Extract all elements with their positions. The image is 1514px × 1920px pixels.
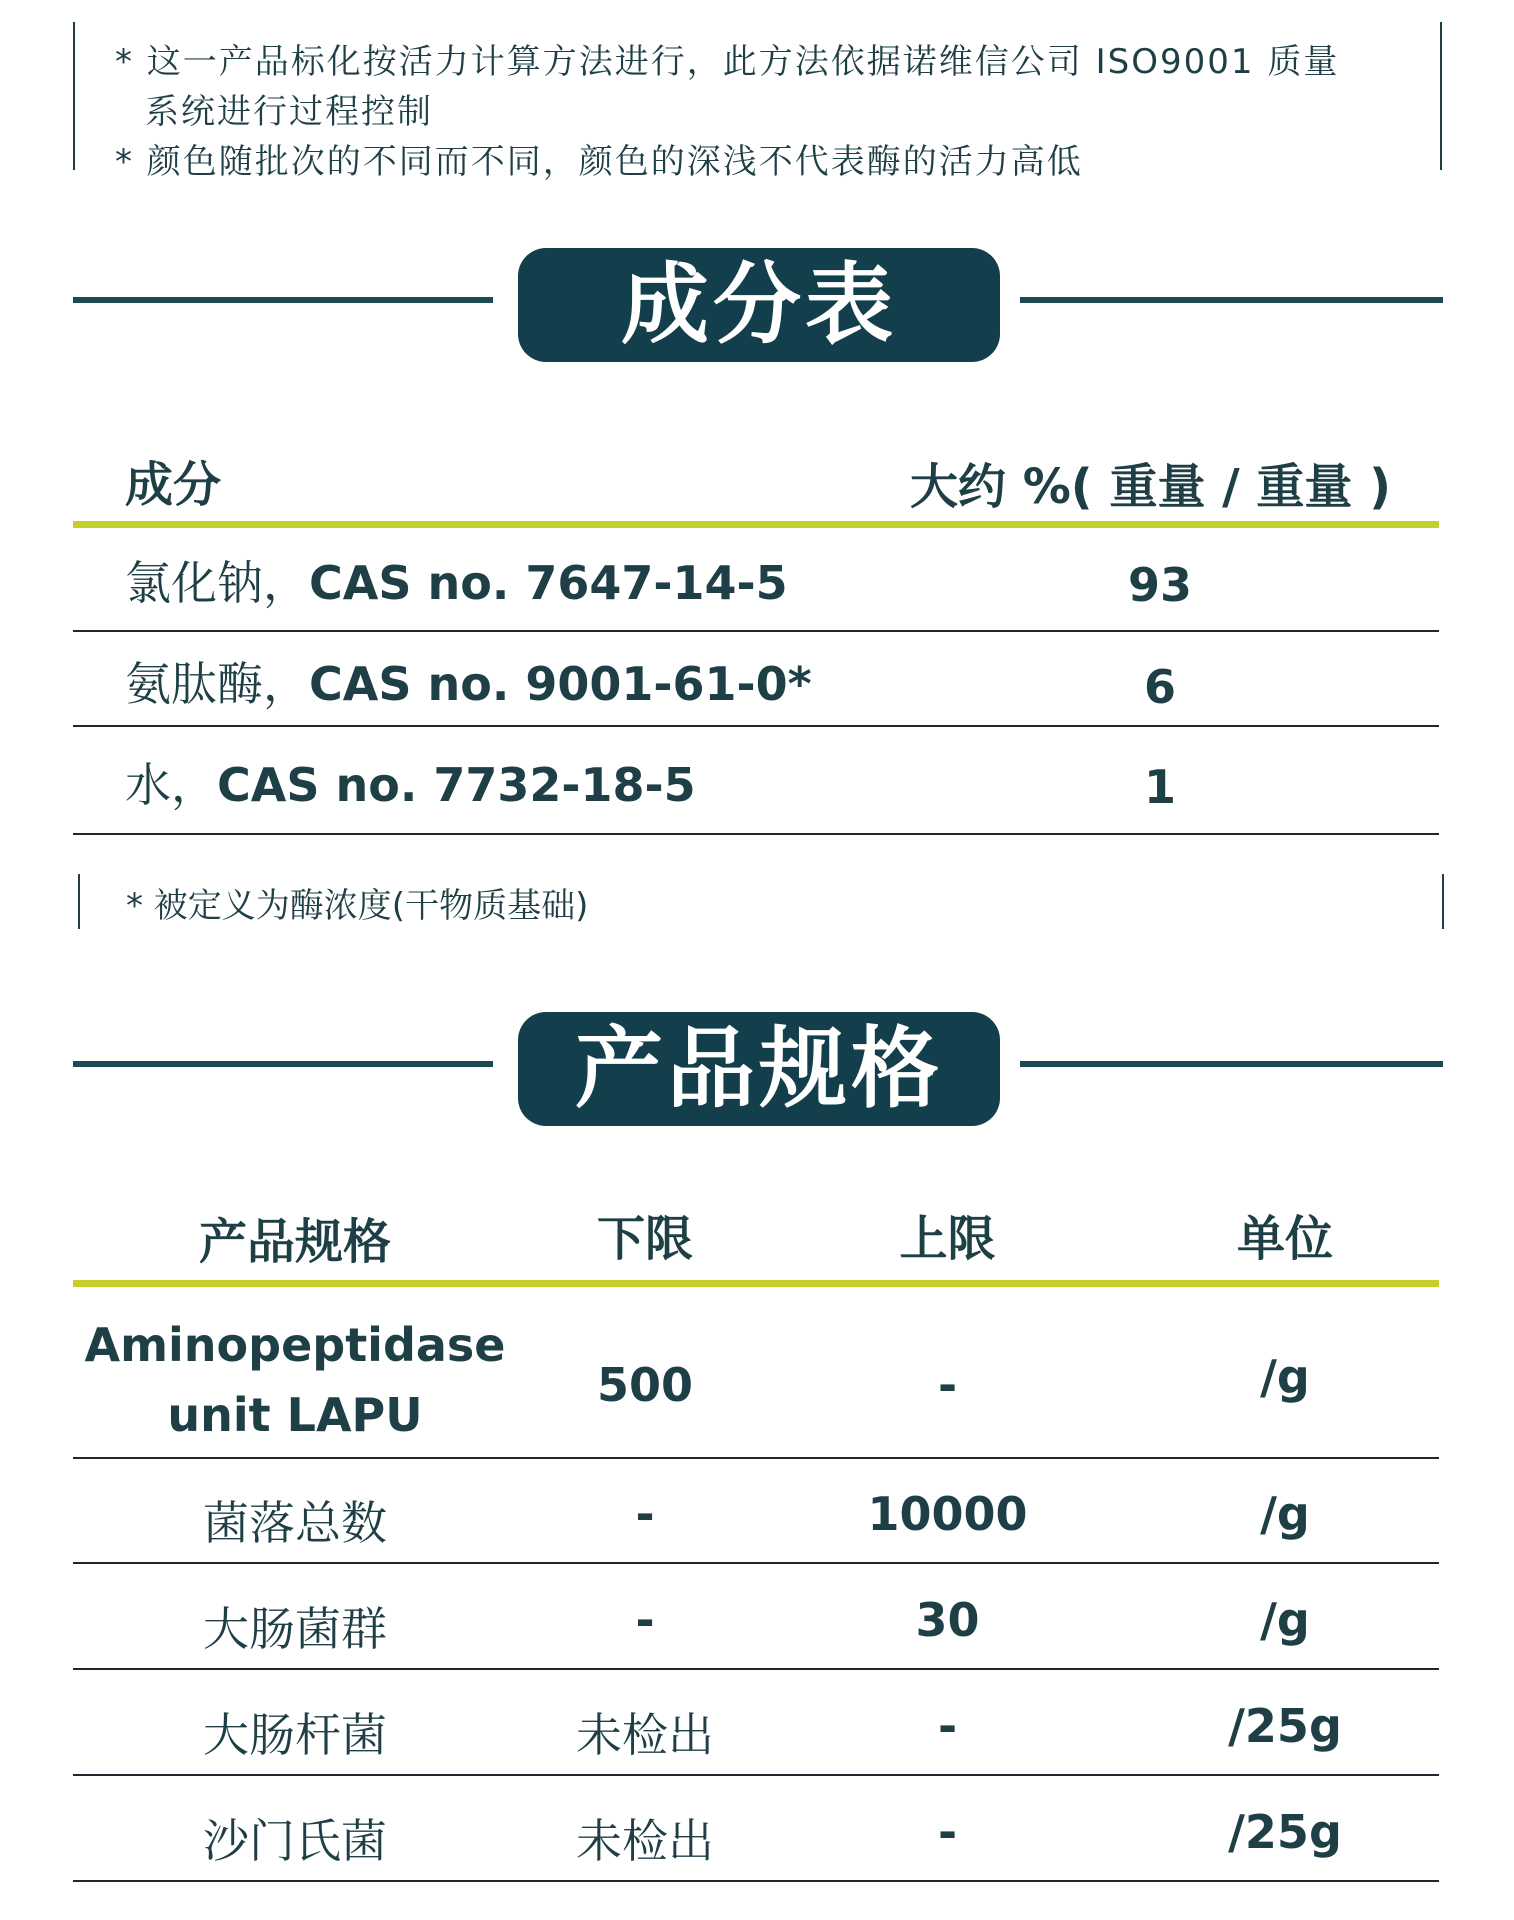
spec-name: 大肠杆菌 xyxy=(203,1708,387,1762)
header-ingredient: 成分 xyxy=(125,457,222,513)
cas-number: CAS no. 9001-61-0* xyxy=(309,657,812,711)
percent-value: 93 xyxy=(1127,558,1192,612)
spec-name xyxy=(80,1310,510,1450)
upper-limit: - xyxy=(937,1358,958,1412)
spec-name: 菌落总数 xyxy=(203,1496,387,1550)
row-divider xyxy=(73,725,1439,727)
note-line-2: 系统进行过程控制 xyxy=(145,92,433,132)
specs-title: 产品规格 xyxy=(518,1012,1000,1126)
row-divider xyxy=(73,1457,1439,1459)
notes-box xyxy=(73,22,1442,182)
header-spec: 产品规格 xyxy=(198,1214,391,1270)
section-rule-left xyxy=(73,297,493,303)
header-percent: 大约 %( 重量 / 重量 ) xyxy=(910,459,1392,515)
ingredient-name: 氯化钠， xyxy=(125,556,309,610)
spec-name-line-1: Aminopeptidase xyxy=(84,1318,506,1372)
upper-limit: 10000 xyxy=(867,1487,1028,1541)
header-rule xyxy=(73,521,1439,528)
spec-name: 沙门氏菌 xyxy=(203,1814,387,1868)
lower-limit: - xyxy=(635,1487,655,1541)
section-rule-right xyxy=(1020,1061,1443,1067)
ingredient-name: 氨肽酶， xyxy=(125,657,309,711)
footnote: * 被定义为酶浓度(干物质基础) xyxy=(126,886,589,926)
percent-value: 6 xyxy=(1143,660,1176,714)
lower-limit: 未检出 xyxy=(576,1708,714,1762)
lower-limit: - xyxy=(635,1593,655,1647)
composition-title: 成分表 xyxy=(518,248,1000,362)
unit: /25g xyxy=(1228,1805,1342,1859)
header-lower: 下限 xyxy=(596,1211,693,1267)
note-line-1: * 这一产品标化按活力计算方法进行，此方法依据诺维信公司 ISO9001 质量 xyxy=(115,42,1340,82)
unit: /g xyxy=(1260,1593,1310,1647)
row-divider xyxy=(73,630,1439,632)
cas-number: CAS no. 7647-14-5 xyxy=(309,556,788,610)
row-divider xyxy=(73,1774,1439,1776)
unit: /g xyxy=(1260,1487,1310,1541)
table-row xyxy=(125,648,812,714)
cas-number: CAS no. 7732-18-5 xyxy=(217,758,696,812)
row-divider xyxy=(73,833,1439,835)
footnote-box xyxy=(78,874,1444,929)
header-unit: 单位 xyxy=(1236,1211,1333,1267)
table-row xyxy=(125,547,788,613)
spec-name-line-2: unit LAPU xyxy=(167,1388,423,1442)
table-row xyxy=(125,749,696,815)
section-rule-left xyxy=(73,1061,493,1067)
note-line-3: * 颜色随批次的不同而不同，颜色的深浅不代表酶的活力高低 xyxy=(115,142,1083,182)
unit: /g xyxy=(1260,1350,1310,1404)
lower-limit: 500 xyxy=(596,1358,694,1412)
upper-limit: 30 xyxy=(915,1593,980,1647)
row-divider xyxy=(73,1668,1439,1670)
upper-limit: - xyxy=(937,1805,958,1859)
row-divider xyxy=(73,1562,1439,1564)
row-divider xyxy=(73,1880,1439,1882)
header-rule xyxy=(73,1280,1439,1287)
unit: /25g xyxy=(1228,1699,1342,1753)
ingredient-name: 水， xyxy=(125,758,217,812)
header-upper: 上限 xyxy=(899,1211,996,1267)
lower-limit: 未检出 xyxy=(576,1814,714,1868)
section-rule-right xyxy=(1020,297,1443,303)
spec-name: 大肠菌群 xyxy=(203,1602,387,1656)
upper-limit: - xyxy=(937,1699,958,1753)
percent-value: 1 xyxy=(1143,760,1176,814)
